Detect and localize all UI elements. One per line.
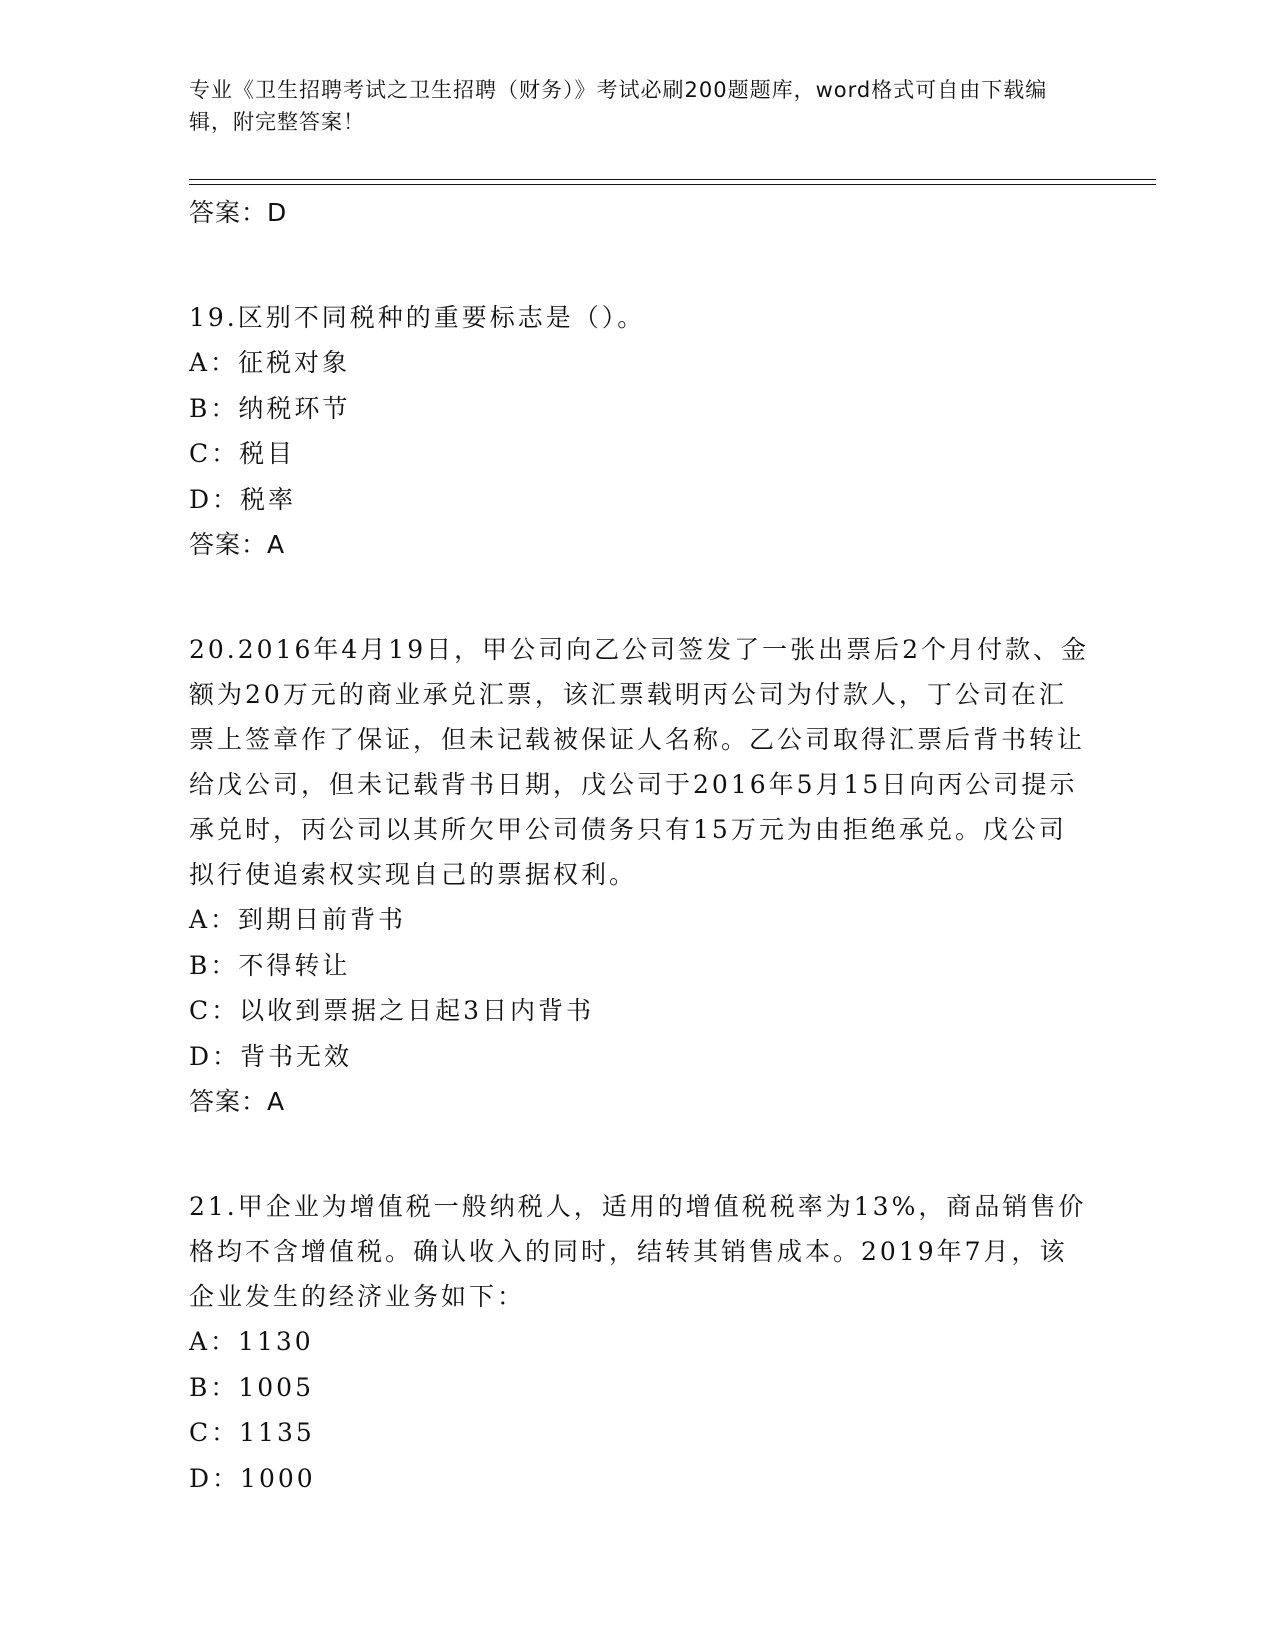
question-answer: 答案：A bbox=[189, 530, 286, 559]
header-text: 专业《卫生招聘考试之卫生招聘（财务）》考试必刷200题题库，word格式可自由下载编辑，附完整答案！ bbox=[189, 78, 1048, 134]
question-19 bbox=[189, 295, 1089, 567]
question-20 bbox=[189, 627, 1089, 1124]
option-a: A：到期日前背书 bbox=[189, 905, 407, 934]
option-c: C：以收到票据之日起3日内背书 bbox=[189, 996, 595, 1025]
header-rule-top bbox=[189, 179, 1156, 180]
previous-answer: 答案：D bbox=[189, 198, 288, 227]
option-d: D：1000 bbox=[189, 1463, 316, 1493]
question-answer: 答案：A bbox=[189, 1087, 286, 1116]
question-text: 21.甲企业为增值税一般纳税人，适用的增值税税率为13%，商品销售价格均不含增值税。确认收入的同时，结转其销售成本。2019年7月，该企业发生的经济业务如下： bbox=[189, 1192, 1087, 1311]
option-a: A：征税对象 bbox=[189, 348, 351, 377]
option-d: D：背书无效 bbox=[189, 1041, 353, 1071]
option-c: C：1135 bbox=[189, 1418, 315, 1447]
document-header bbox=[189, 74, 1069, 138]
option-d: D：税率 bbox=[189, 484, 297, 514]
option-c: C：税目 bbox=[189, 439, 296, 468]
header-rule-bottom bbox=[189, 184, 1156, 185]
question-21 bbox=[189, 1184, 1089, 1501]
question-text: 20.2016年4月19日，甲公司向乙公司签发了一张出票后2个月付款、金额为20万元的商业承兑汇票，该汇票载明丙公司为付款人，丁公司在汇票上签章作了保证，但未记载被保证人名称。乙公司取得汇票后背书转让给戊公司，但未记载背书日期，戊公司于2016年5月15日向丙公司提示承兑时，丙公司以其所欠甲公司债务只有15万元为由拒绝承兑。戊公司拟行使追索权实现自己的票据权利。 bbox=[189, 635, 1090, 889]
question-text: 19.区别不同税种的重要标志是（）。 bbox=[189, 303, 646, 332]
option-b: B：纳税环节 bbox=[189, 393, 351, 423]
document-body bbox=[189, 190, 1089, 1501]
option-b: B：1005 bbox=[189, 1372, 314, 1402]
option-b: B：不得转让 bbox=[189, 950, 351, 980]
option-a: A：1130 bbox=[189, 1327, 314, 1356]
